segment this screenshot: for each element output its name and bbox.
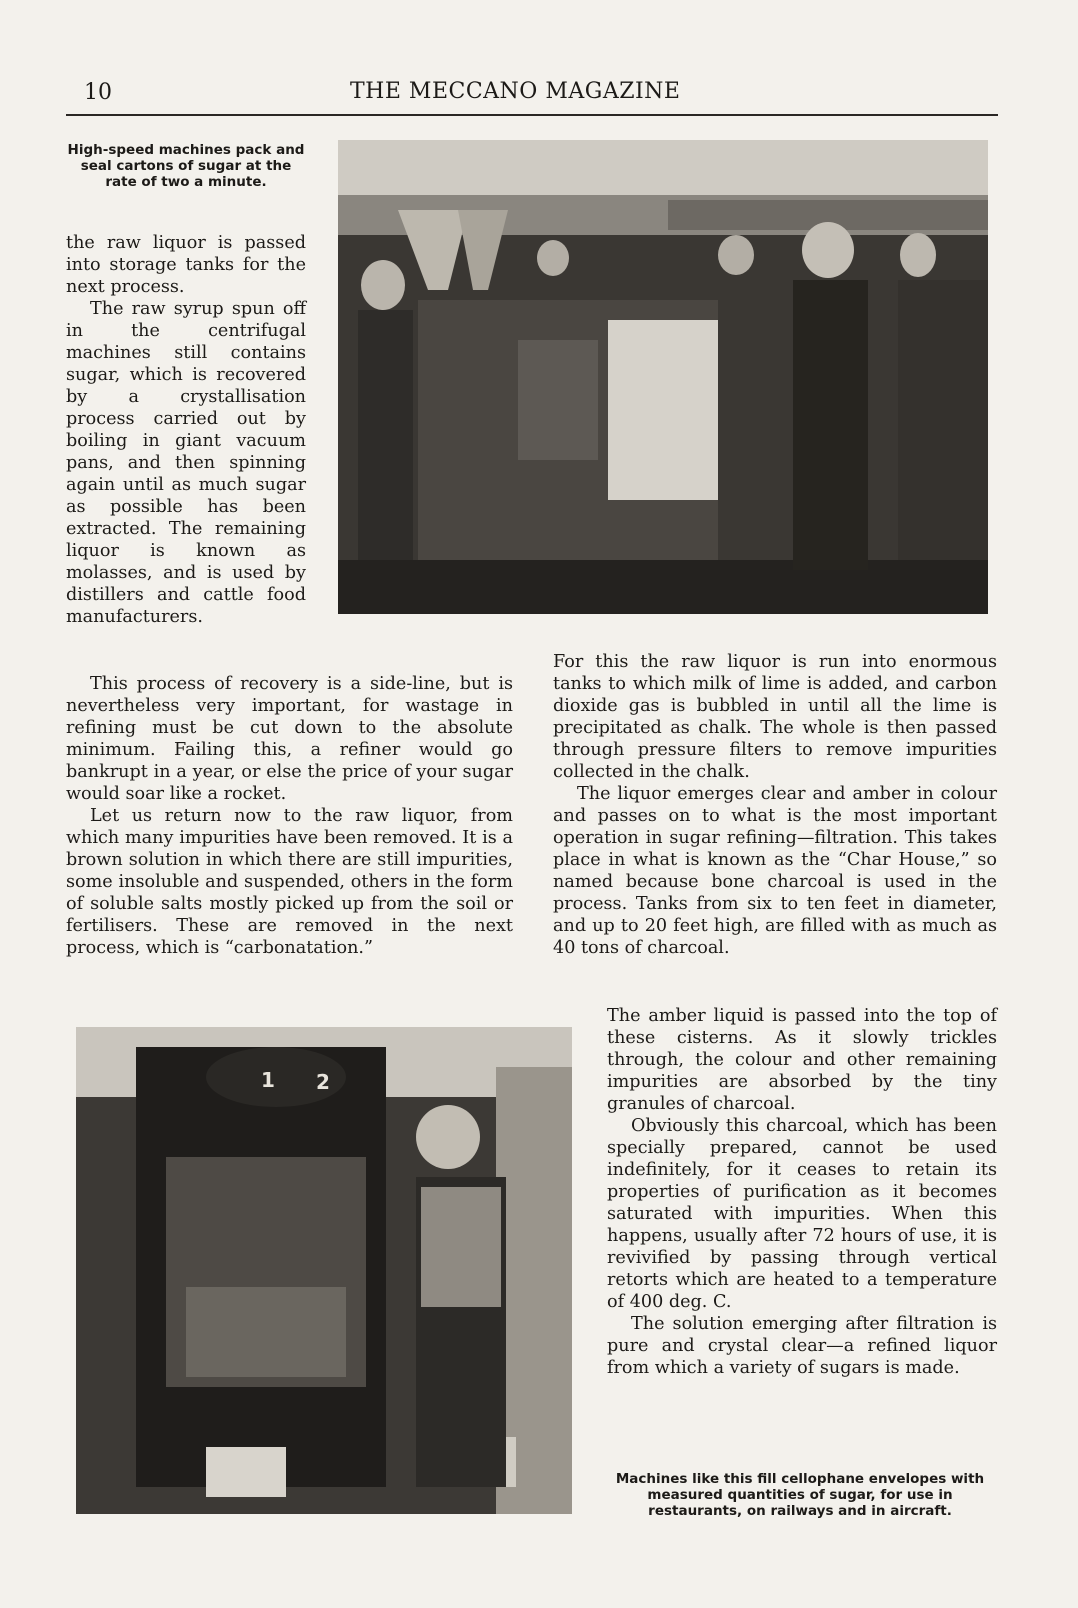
right-lower-text-column [607, 1005, 997, 1379]
photo-caption-bottom: Machines like this fill cellophane envelopes with measured quantities of sugar, for use in restaurants, on railways and in aircraft. [615, 1471, 985, 1519]
header-rule [66, 114, 998, 116]
page-number: 10 [84, 80, 112, 105]
paragraph: the raw liquor is passed into storage tanks for the next process. [66, 233, 306, 297]
narrow-text-column [66, 232, 306, 628]
paragraph: For this the raw liquor is run into enormous tanks to which milk of lime is added, and carbon dioxide gas is bubbled in until all the lime is precipitated as chalk. The whole is then passed through pressure filters to remove impurities collected in the chalk. [553, 652, 997, 782]
paragraph: The amber liquid is passed into the top of these cisterns. As it slowly trickles through, the colour and other remaining impurities are absorbed by the tiny granules of charcoal. [607, 1006, 997, 1114]
paragraph: The liquor emerges clear and amber in colour and passes on to what is the most important operation in sugar refining—filtration. This takes place in what is known as the “Char House,” so named because bone charcoal is used in the process. Tanks from six to ten feet in diameter, and up to 20 feet high, are filled with as much as 40 tons of charcoal. [553, 784, 997, 958]
paragraph: Let us return now to the raw liquor, from which many impurities have been removed. It is a brown solution in which there are still impurities, some insoluble and suspended, others in the form of soluble salts mostly picked up from the soil or fertilisers. These are removed in the next process, which is “carbonatation.” [66, 806, 513, 958]
paragraph: The raw syrup spun off in the centrifugal machines still contains sugar, which is recovered by a crystallisation process carried out by boiling in giant vacuum pans, and then spinning again until as much sugar as possible has been extracted. The remaining liquor is known as molasses, and is used by distillers and cattle food manufacturers. [66, 299, 306, 627]
envelope-filling-photo [76, 1027, 572, 1514]
paragraph: The solution emerging after filtration is pure and crystal clear—a refined liquor from which a variety of sugars is made. [607, 1314, 997, 1378]
carton-packing-photo [338, 140, 988, 614]
magazine-title: THE MECCANO MAGAZINE [350, 79, 681, 104]
photo-caption-top: High-speed machines pack and seal cartons of sugar at the rate of two a minute. [67, 142, 305, 190]
paragraph: This process of recovery is a side-line, but is nevertheless very important, for wastage in refining must be cut down to the absolute minimum. Failing this, a refiner would go bankrupt in a year, or else the price of your sugar would soar like a rocket. [66, 674, 513, 804]
right-text-column [553, 651, 997, 959]
dial-number-2: 2 [316, 1070, 330, 1094]
left-text-column [66, 673, 513, 959]
dial-number-1: 1 [261, 1068, 275, 1092]
paragraph: Obviously this charcoal, which has been specially prepared, cannot be used indefinitely, for it ceases to retain its properties of purification as it becomes saturated with impurities. When this happens, usually after 72 hours of use, it is revivified by passing through vertical retorts which are heated to a temperature of 400 deg. C. [607, 1116, 997, 1312]
